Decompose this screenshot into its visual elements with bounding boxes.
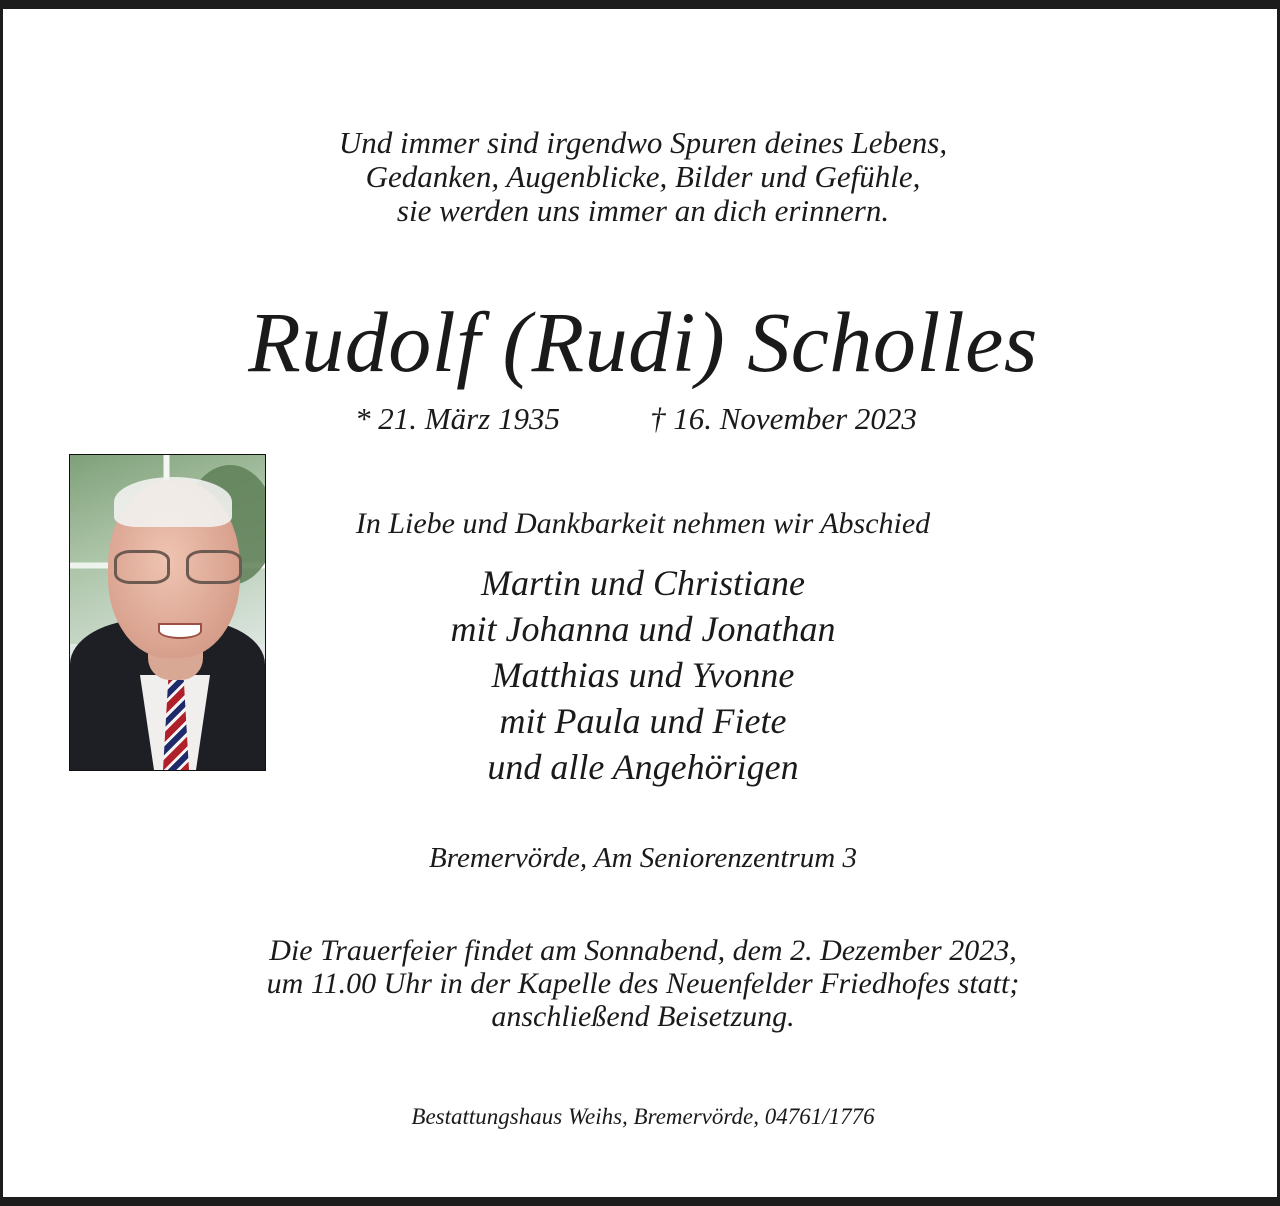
- funeral-home: Bestattungshaus Weihs, Bremervörde, 04761/1776: [411, 1104, 875, 1129]
- death-date: † 16. November 2023: [650, 401, 917, 436]
- deceased-name: Rudolf (Rudi) Scholles: [248, 294, 1038, 390]
- farewell-text: In Liebe und Dankbarkeit nehmen wir Abschied: [355, 507, 931, 540]
- poem-line: Gedanken, Augenblicke, Bilder und Gefühle,: [365, 159, 921, 194]
- mourner-line: Matthias und Yvonne: [491, 655, 795, 695]
- poem-line: Und immer sind irgendwo Spuren deines Lebens,: [338, 125, 948, 160]
- service-info: [3, 934, 1280, 1033]
- mourner-line: und alle Angehörigen: [487, 747, 799, 787]
- memorial-poem: [3, 126, 1280, 228]
- service-line: Die Trauerfeier findet am Sonnabend, dem 2. Dezember 2023,: [269, 934, 1017, 967]
- address: Bremervörde, Am Seniorenzentrum 3: [429, 842, 857, 874]
- mourners-list: [3, 560, 1280, 790]
- mourner-line: mit Johanna und Jonathan: [450, 609, 836, 649]
- service-line: anschließend Beisetzung.: [491, 1000, 795, 1033]
- service-line: um 11.00 Uhr in der Kapelle des Neuenfelder Friedhofes statt;: [266, 967, 1020, 1000]
- birth-date: * 21. März 1935: [355, 401, 560, 436]
- mourner-line: Martin und Christiane: [480, 563, 806, 603]
- poem-line: sie werden uns immer an dich erinnern.: [396, 193, 890, 228]
- mourner-line: mit Paula und Fiete: [499, 701, 787, 741]
